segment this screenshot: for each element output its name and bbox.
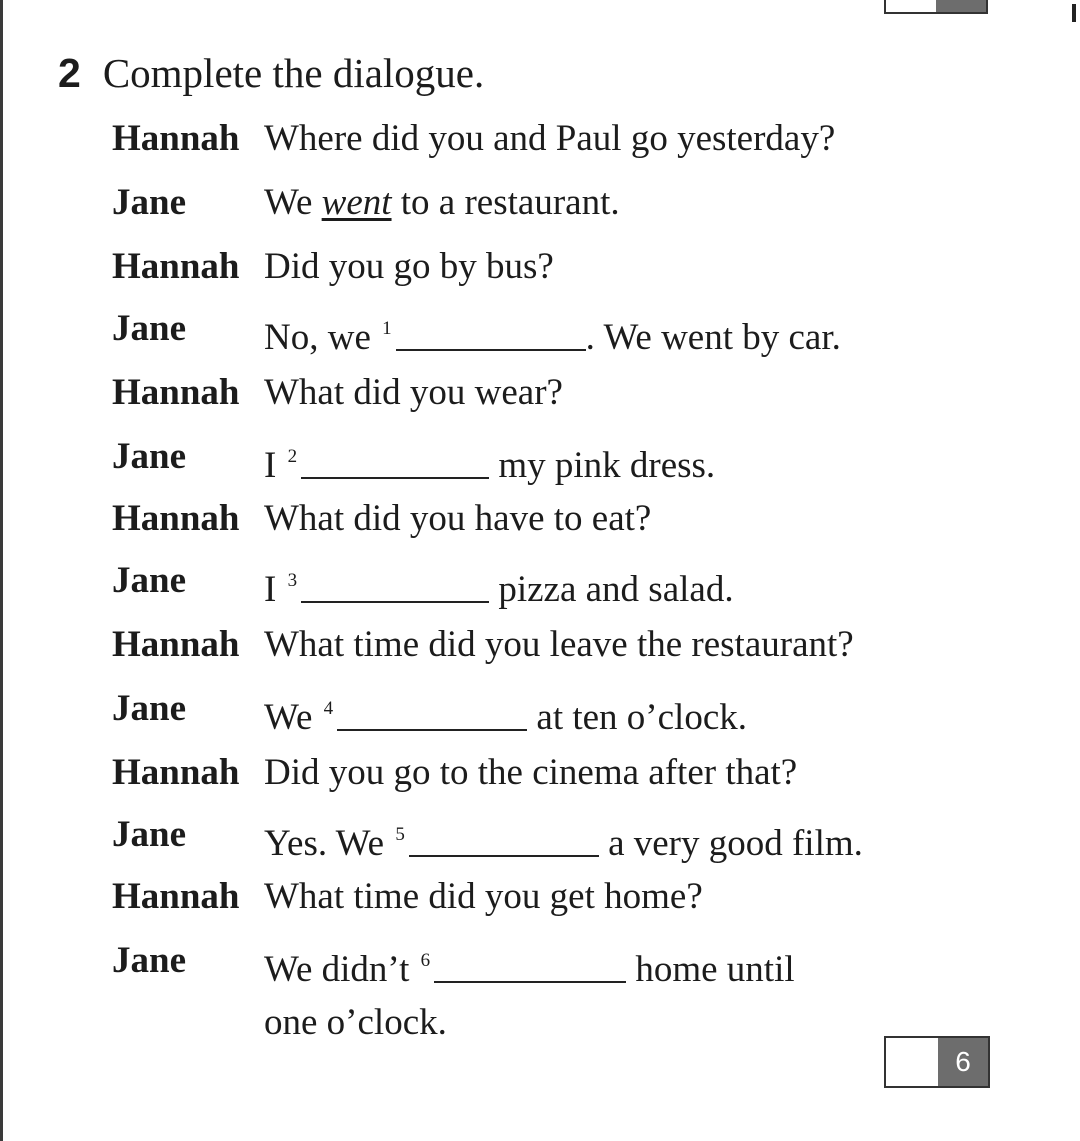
- speaker-name: Jane: [112, 182, 186, 223]
- speech-text: I $^3$ pizza and salad.: [264, 569, 734, 610]
- speech-text: Where did you and Paul go yesterday?: [264, 118, 836, 159]
- speech-text: We went to a restaurant.: [264, 182, 620, 223]
- speaker-name: Jane: [112, 560, 186, 601]
- answer-blank-1[interactable]: [396, 319, 586, 351]
- gap-number: 1: [382, 318, 392, 339]
- speech-text: What did you have to eat?: [264, 498, 652, 539]
- previous-score-box: [884, 0, 988, 14]
- speaker-name: Hannah: [112, 372, 240, 413]
- speech-text: What time did you leave the restaurant?: [264, 624, 854, 665]
- gap-number: 3: [287, 570, 298, 591]
- speaker-name: Hannah: [112, 246, 240, 287]
- speaker-name: Jane: [112, 814, 186, 855]
- speaker-name: Jane: [112, 688, 186, 729]
- speech-text: Did you go by bus?: [264, 246, 554, 287]
- gap-number: 6: [420, 950, 431, 971]
- exercise-instruction: Complete the dialogue.: [102, 50, 485, 96]
- speech-text: We $^4$ at ten o’clock.: [264, 697, 747, 738]
- speech-text: I $^2$ my pink dress.: [264, 445, 716, 486]
- speech-text: Did you go to the cinema after that?: [264, 752, 798, 793]
- answer-blank-5[interactable]: [409, 825, 599, 857]
- score-total: 6: [938, 1038, 988, 1086]
- speaker-name: Jane: [112, 436, 186, 477]
- score-box: [884, 1036, 990, 1088]
- gap-number: 5: [395, 824, 405, 845]
- gap-number: 2: [287, 446, 298, 467]
- speech-text: What did you wear?: [264, 372, 563, 413]
- speaker-name: Jane: [112, 308, 186, 349]
- speaker-name: Hannah: [112, 118, 240, 159]
- speech-text: No, we $^1$ . We went by car.: [264, 317, 841, 358]
- speaker-name: Hannah: [112, 876, 240, 917]
- speech-text: Yes. We $^5$ a very good film.: [264, 823, 863, 864]
- score-entry-field[interactable]: [886, 1038, 938, 1086]
- example-answer: went: [321, 182, 392, 223]
- exercise-number: 2: [58, 50, 81, 96]
- speaker-name: Hannah: [112, 624, 240, 665]
- speech-text: one o’clock.: [264, 1002, 447, 1043]
- exercise-heading: [58, 48, 484, 98]
- answer-blank-6[interactable]: [434, 951, 626, 983]
- speech-text: We didn’t $^6$ home until: [264, 949, 795, 990]
- page-left-border: [0, 0, 3, 1141]
- speaker-name: Hannah: [112, 752, 240, 793]
- answer-blank-4[interactable]: [337, 699, 527, 731]
- speech-text: What time did you get home?: [264, 876, 703, 917]
- speaker-name: Jane: [112, 940, 186, 981]
- speaker-name: Hannah: [112, 498, 240, 539]
- edge-mark: [1072, 4, 1076, 22]
- answer-blank-2[interactable]: [301, 447, 489, 479]
- answer-blank-3[interactable]: [301, 571, 489, 603]
- gap-number: 4: [323, 698, 334, 719]
